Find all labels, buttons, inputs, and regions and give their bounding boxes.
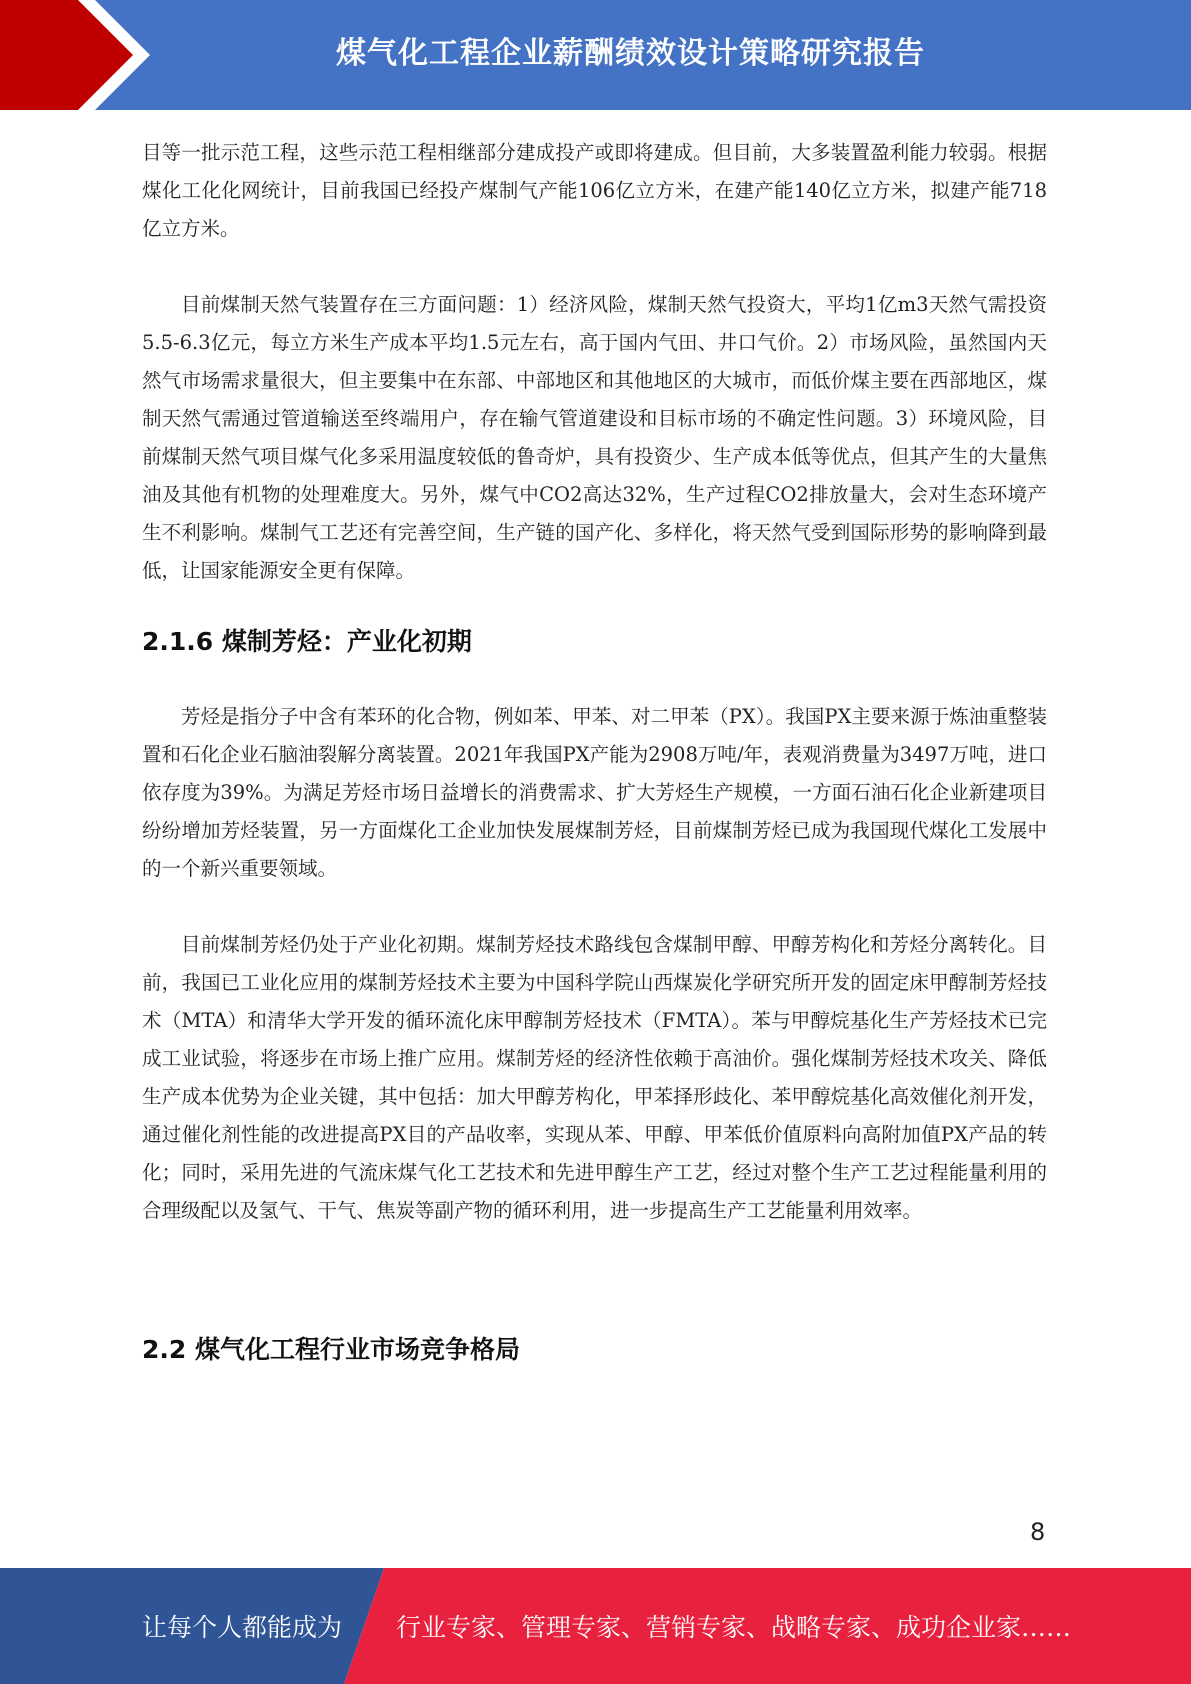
document-body <box>142 134 1047 1366</box>
page-footer <box>0 1568 1191 1684</box>
paragraph-1: 目等一批示范工程，这些示范工程相继部分建成投产或即将建成。但目前，大多装置盈利能力较弱。根据煤化工化化网统计，目前我国已经投产煤制气产能106亿立方米，在建产能140亿立方米，拟建产能718亿立方米。 <box>142 141 1047 240</box>
paragraph-2: 目前煤制天然气装置存在三方面问题：1）经济风险，煤制天然气投资大，平均1亿m3天然气需投资5.5-6.3亿元，每立方米生产成本平均1.5元左右，高于国内气田、井口气价。2）市场风险，虽然国内天然气市场需求量很大，但主要集中在东部、中部地区和其他地区的大城市，而低价煤主要在西部地区，煤制天然气需通过管道输送至终端用户，存在输气管道建设和目标市场的不确定性问题。3）环境风险，目前煤制天然气项目煤气化多采用温度较低的鲁奇炉，具有投资少、生产成本低等优点，但其产生的大量焦油及其他有机物的处理难度大。另外，煤气中CO2高达32%，生产过程CO2排放量大，会对生态环境产生不利影响。煤制气工艺还有完善空间，生产链的国产化、多样化，将天然气受到国际形势的影响降到最低，让国家能源安全更有保障。 <box>142 293 1047 582</box>
report-title: 煤气化工程企业薪酬绩效设计策略研究报告 <box>336 36 925 71</box>
section-heading-2-1-6: 2.1.6 煤制芳烃：产业化初期 <box>142 627 472 656</box>
footer-slogan-right: 行业专家、管理专家、营销专家、战略专家、成功企业家…… <box>396 1613 1072 1642</box>
paragraph-3: 芳烃是指分子中含有苯环的化合物，例如苯、甲苯、对二甲苯（PX）。我国PX主要来源于炼油重整装置和石化企业石脑油裂解分离装置。2021年我国PX产能为2908万吨/年，表观消费量为3497万吨，进口依存度为39%。为满足芳烃市场日益增长的消费需求、扩大芳烃生产规模，一方面石油石化企业新建项目纷纷增加芳烃装置，另一方面煤化工企业加快发展煤制芳烃，目前煤制芳烃已成为我国现代煤化工发展中的一个新兴重要领域。 <box>142 705 1047 880</box>
page-number: 8 <box>1030 1518 1046 1546</box>
page-header <box>0 0 1191 110</box>
footer-slogan-left: 让每个人都能成为 <box>142 1613 343 1642</box>
paragraph-4: 目前煤制芳烃仍处于产业化初期。煤制芳烃技术路线包含煤制甲醇、甲醇芳构化和芳烃分离转化。目前，我国已工业化应用的煤制芳烃技术主要为中国科学院山西煤炭化学研究所开发的固定床甲醇制芳烃技术（MTA）和清华大学开发的循环流化床甲醇制芳烃技术（FMTA）。苯与甲醇烷基化生产芳烃技术已完成工业试验，将逐步在市场上推广应用。煤制芳烃的经济性依赖于高油价。强化煤制芳烃技术攻关、降低生产成本优势为企业关键，其中包括：加大甲醇芳构化，甲苯择形歧化、苯甲醇烷基化高效催化剂开发，通过催化剂性能的改进提高PX目的产品收率，实现从苯、甲醇、甲苯低价值原料向高附加值PX产品的转化；同时，采用先进的气流床煤气化工艺技术和先进甲醇生产工艺，经过对整个生产工艺过程能量利用的合理级配以及氢气、干气、焦炭等副产物的循环利用，进一步提高生产工艺能量利用效率。 <box>142 933 1047 1222</box>
section-heading-2-2: 2.2 煤气化工程行业市场竞争格局 <box>142 1335 520 1364</box>
